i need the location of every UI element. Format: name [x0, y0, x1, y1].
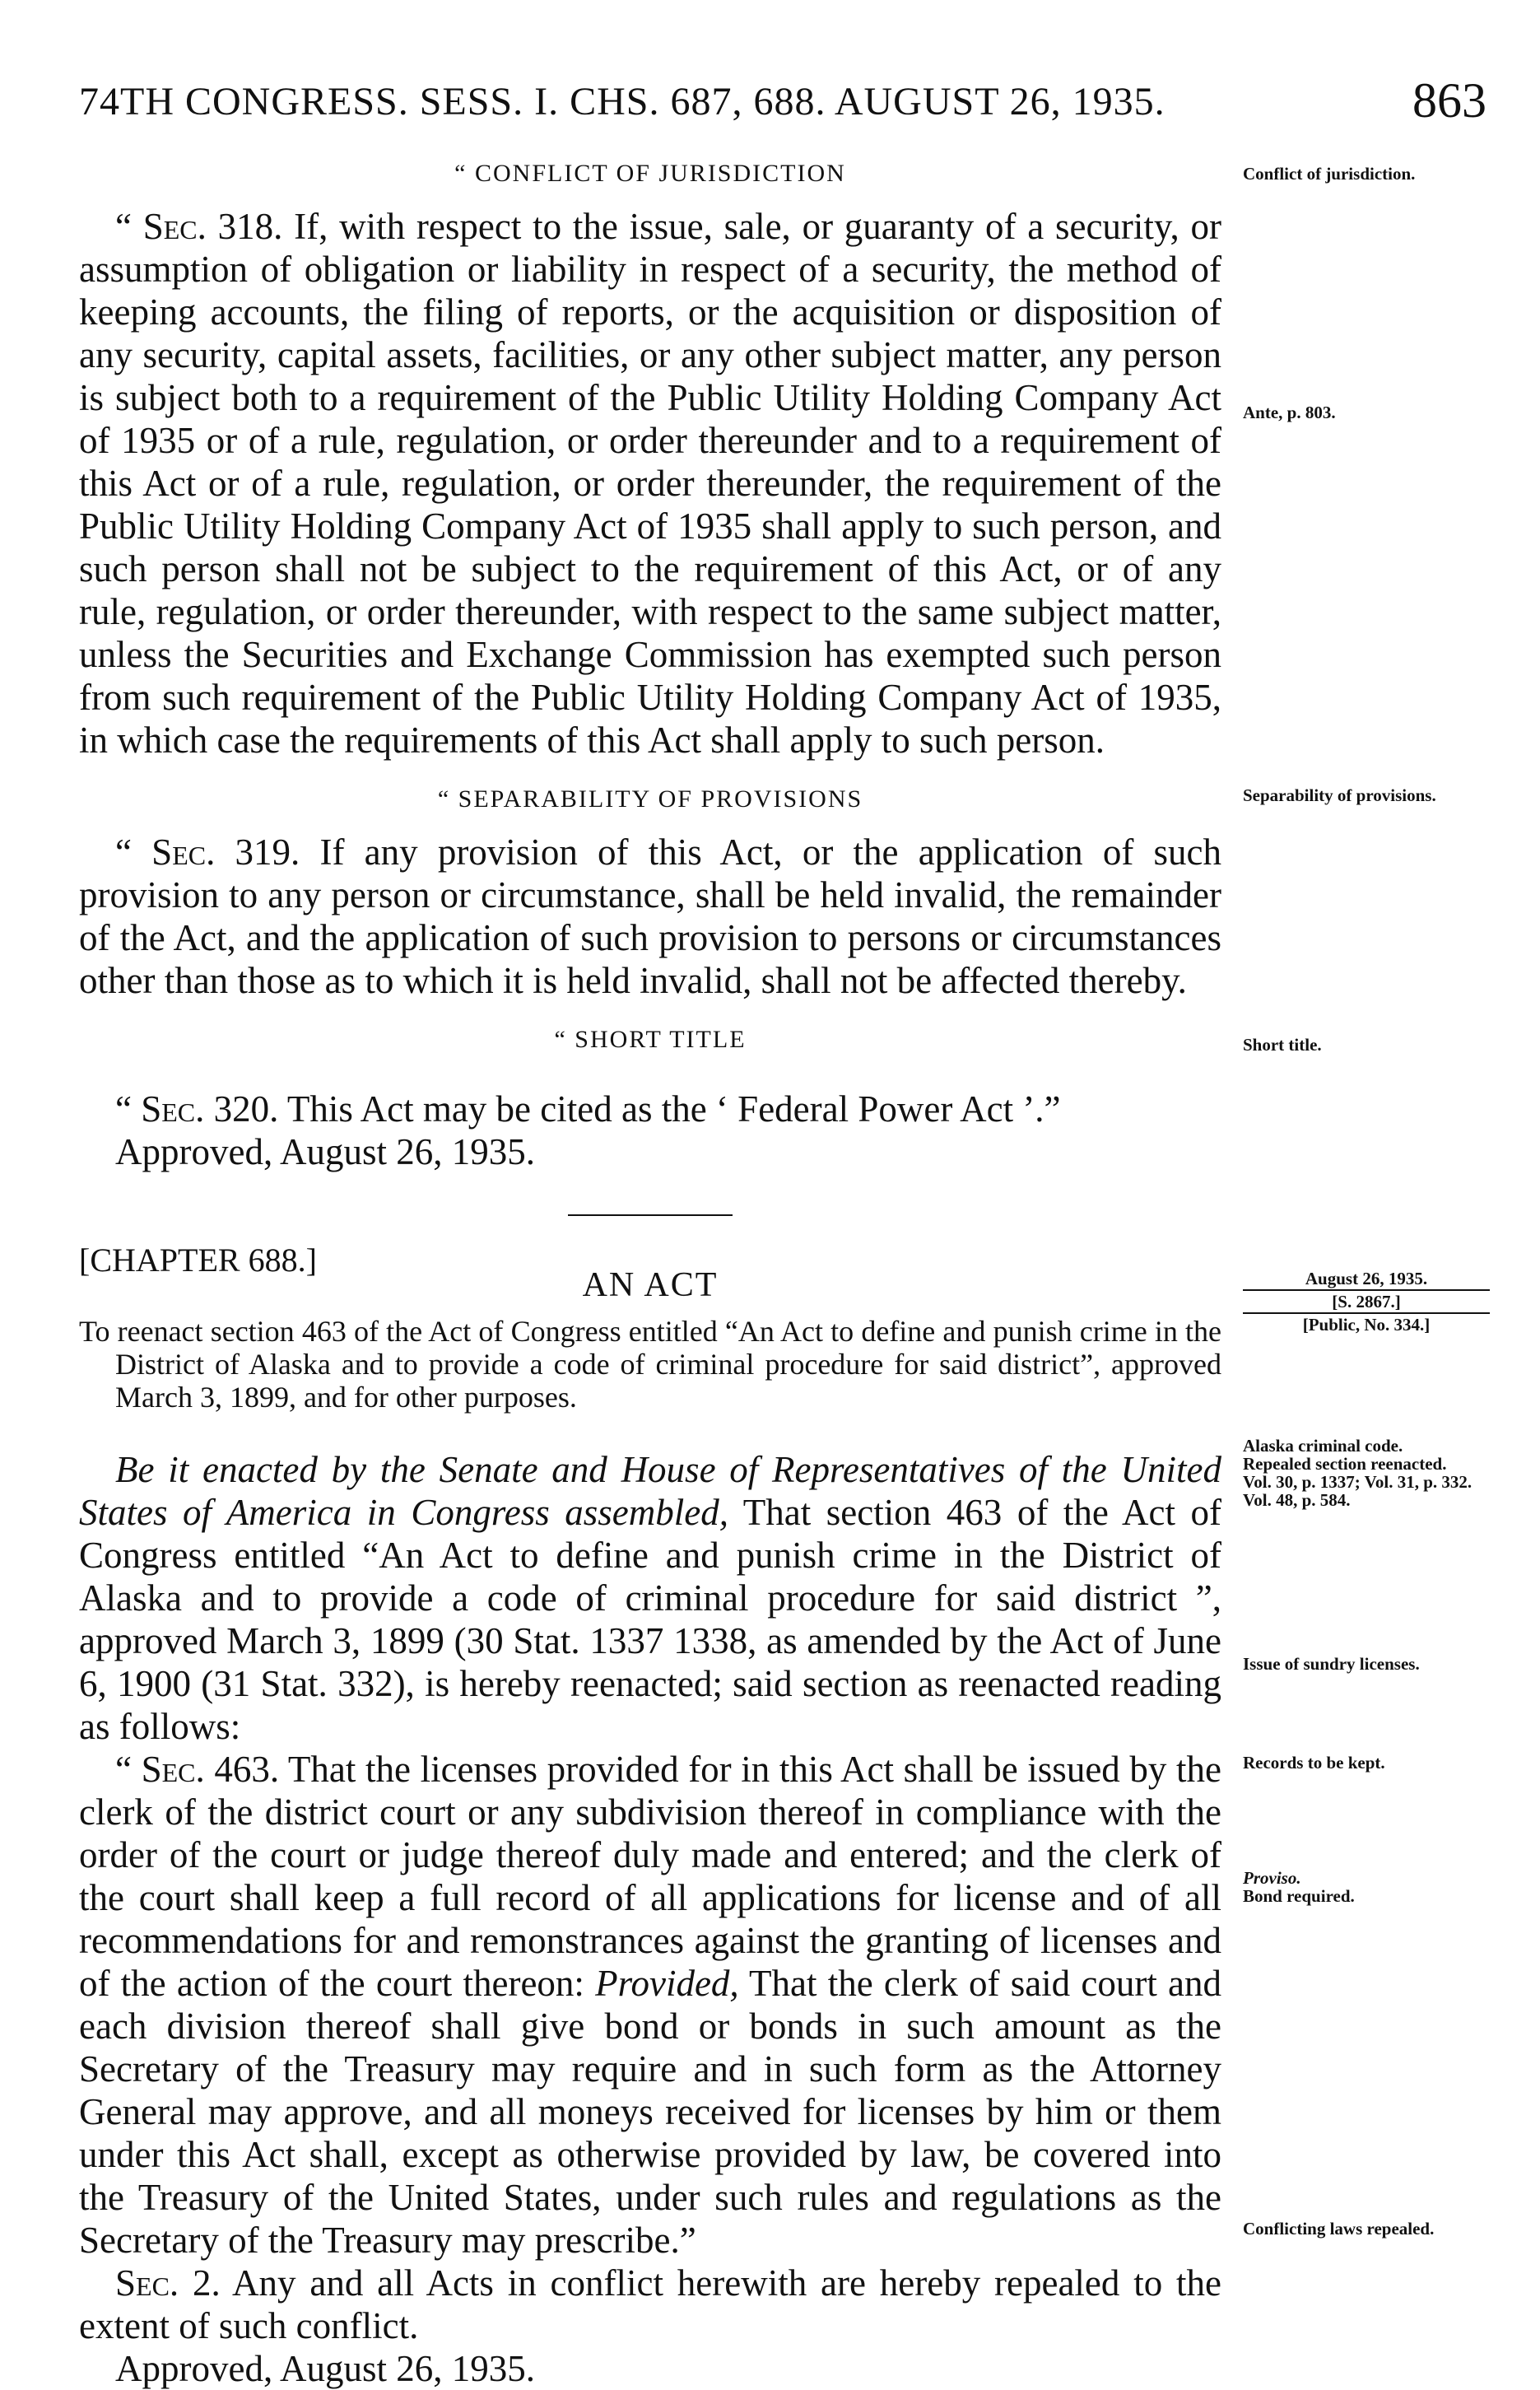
- section-320-body: 320. This Act may be cited as the ‘ Federal Power Act ’.”: [204, 1088, 1061, 1130]
- margin-alaska-vol-48: Vol. 48, p. 584.: [1243, 1490, 1351, 1510]
- section-318-lead: “ Sec.: [115, 206, 207, 247]
- margin-public-number: [Public, No. 334.]: [1302, 1315, 1431, 1335]
- section-463-lead: “ Sec.: [115, 1749, 205, 1790]
- margin-alaska-code: Alaska criminal code.: [1243, 1436, 1403, 1456]
- section-319-body: 319. If any provision of this Act, or the application of such provision to any person or circumstance, shall be held invalid, the remainder of the Act, and the application of such provision to persons or circumstances other than those as to which it is held invalid, shall not be affected thereby.: [79, 832, 1221, 1001]
- section-320-lead: “ Sec.: [115, 1088, 205, 1130]
- margin-note-short-title: Short title.: [1243, 1035, 1322, 1055]
- enacting-paragraph: [79, 1448, 1221, 1748]
- margin-note-bond: Bond required.: [1243, 1886, 1355, 1906]
- section-divider-rule: [568, 1214, 733, 1216]
- main-text-column: [79, 152, 1221, 2390]
- chapter-heading-row: [79, 1239, 1221, 1315]
- chapter-688-approved: Approved, August 26, 1935.: [115, 2348, 535, 2389]
- section-2-body: 2. Any and all Acts in conflict herewith are hereby repealed to the extent of such conflict.: [79, 2262, 1221, 2346]
- section-463-paragraph: [79, 1748, 1221, 2262]
- section-320-heading: “ SHORT TITLE: [554, 1026, 747, 1053]
- section-318-body: 318. If, with respect to the issue, sale, or guaranty of a security, or assumption of obligation or liability in respect of a security, the method of keeping accounts, the filing of reports, or the acquisition or disposition of any security, capital assets, facilities, or any other subject matter, any person is subject both to a requirement of the Public Utility Holding Company Act of 1935 or of a rule, regulation, or order thereunder and to a requirement of this Act or of a rule, regulation, or order thereunder, the requirement of the Public Utility Holding Company Act of 1935 shall apply to such person, and such person shall not be subject to the requirement of this Act, or of any rule, regulation, or order thereunder, with respect to the same subject matter, unless the Securities and Exchange Commission has exempted such person from such requirement of the Public Utility Holding Company Act of 1935, in which case the requirements of this Act shall apply to such person.: [79, 206, 1221, 761]
- section-319-lead: “ Sec.: [115, 832, 216, 873]
- margin-date-box: [1243, 1268, 1490, 1335]
- margin-note-ante: Ante, p. 803.: [1243, 403, 1336, 422]
- an-act-title: AN ACT: [582, 1266, 719, 1304]
- margin-bill-number: [S. 2867.]: [1243, 1289, 1490, 1314]
- section-318-paragraph: [79, 205, 1221, 762]
- page-number: 863: [1412, 73, 1486, 128]
- section-463-provided: Provided,: [595, 1963, 739, 2004]
- margin-alaska-reenacted: Repealed section reenacted.: [1243, 1454, 1447, 1474]
- section-463-body-2: That the clerk of said court and each division thereof shall give bond or bonds in such amount as the Secretary of the Treasury may require and in such form as the Attorney General may approve, and all moneys received for licenses by him or them under this Act shall, except as otherwise provided by law, be covered into the Treasury of the United States, under such rules and regulations as the Secretary of the Treasury may prescribe.”: [79, 1963, 1221, 2261]
- margin-note-issue: Issue of sundry licenses.: [1243, 1654, 1420, 1674]
- section-463-body-1: 463. That the licenses provided for in this Act shall be issued by the clerk of the district court or any subdivision thereof in compliance with the order of the court or judge thereof duly made and entered; and the clerk of the court shall keep a full record of all applications for license and of all recommendations for and remonstrances against the granting of licenses and of the action of the court thereon:: [79, 1749, 1221, 2004]
- act-purpose: To reenact section 463 of the Act of Congress entitled “An Act to define and punish crime in the District of Alaska and to provide a code of criminal procedure for said district”, approved March 3, 1899, and for other purposes.: [79, 1315, 1221, 1414]
- running-header: [79, 72, 1486, 130]
- enacting-clause: Be it enacted by the Senate and House of Representatives of the United States of America in Congress assembled,: [79, 1449, 1221, 1533]
- section-320-approved: Approved, August 26, 1935.: [115, 1131, 535, 1172]
- margin-note-conflict: Conflict of jurisdiction.: [1243, 164, 1416, 184]
- section-2-paragraph: [79, 2262, 1221, 2347]
- margin-alaska-vol-30: Vol. 30, p. 1337; Vol. 31, p. 332.: [1243, 1472, 1473, 1492]
- section-2-lead: Sec.: [115, 2262, 179, 2304]
- margin-note-alaska: [1243, 1437, 1490, 1509]
- section-319-paragraph: [79, 831, 1221, 1002]
- margin-note-proviso: Proviso.: [1243, 1868, 1301, 1888]
- margin-note-conflicting: Conflicting laws repealed.: [1243, 2219, 1435, 2239]
- margin-note-records: Records to be kept.: [1243, 1753, 1385, 1773]
- enacting-body: That section 463 of the Act of Congress entitled “An Act to define and punish crime in the District of Alaska and to provide a code of criminal procedure for said district ”, approved March 3, 1899 (30 Stat. 1337 1338, as amended by the Act of June 6, 1900 (31 Stat. 332), is hereby reenacted; said section as reenacted reading as follows:: [79, 1492, 1221, 1747]
- chapter-label: [CHAPTER 688.]: [79, 1242, 317, 1279]
- margin-note-separability: Separability of provisions.: [1243, 785, 1436, 805]
- running-title: 74TH CONGRESS. SESS. I. CHS. 687, 688. AUGUST 26, 1935.: [79, 80, 1165, 123]
- margin-note-proviso-block: [1243, 1869, 1490, 1905]
- margin-date: August 26, 1935.: [1305, 1269, 1428, 1288]
- section-319-heading: “ SEPARABILITY OF PROVISIONS: [437, 785, 863, 813]
- section-320-paragraph: [79, 1088, 1221, 1130]
- section-318-heading: “ CONFLICT OF JURISDICTION: [454, 160, 846, 187]
